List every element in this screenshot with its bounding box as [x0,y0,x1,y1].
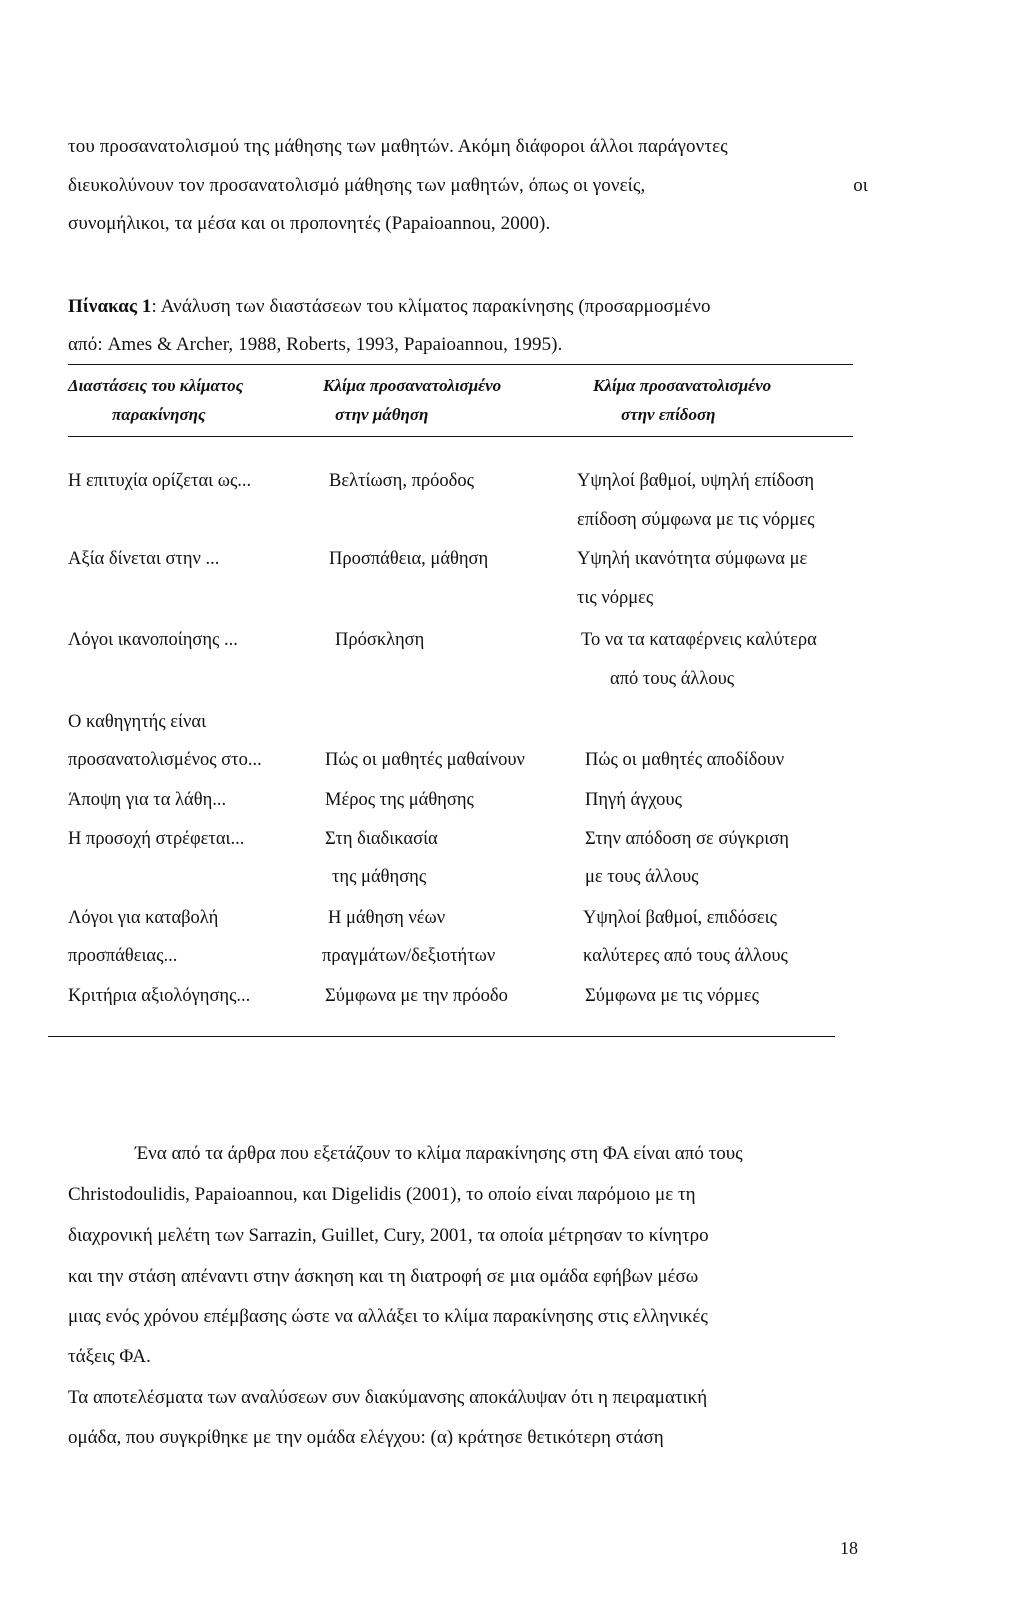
table-cell: Η προσοχή στρέφεται... [68,829,245,849]
table-cell: Υψηλοί βαθμοί, επιδόσεις [583,908,777,928]
table-cell: από τους άλλους [610,669,735,689]
table-caption-line-2 [68,334,562,356]
table-cell: Πώς οι μαθητές μαθαίνουν [325,750,525,770]
table-caption-text: από: Ames & Archer, 1988, Roberts, 1993, Papaioannou, 1995). [68,334,563,355]
body-line: διαχρονική μελέτη των Sarrazin, Guillet, Cury, 2001, τα οποία μέτρησαν το κίνητρο [68,1225,709,1246]
header-text: Κλίμα προσανατολισμένο [593,376,772,395]
header-dimensions-2 [112,404,206,425]
intro-line-1 [68,136,868,158]
table-cell: με τους άλλους [585,867,699,887]
header-text: στην μάθηση [335,405,429,424]
body-line: ομάδα, που συγκρίθηκε με την ομάδα ελέγχου: (α) κράτησε θετικότερη στάση [68,1427,664,1448]
table-cell: προσπάθειας... [68,946,178,966]
table-header-rule [68,436,853,437]
table-cell: πραγμάτων/δεξιοτήτων [322,946,496,966]
intro-text: συνομήλικοι, τα μέσα και οι προπονητές (Papaioannou, 2000). [68,213,551,234]
intro-text: του προσανατολισμού της μάθησης των μαθητών. Ακόμη διάφοροι άλλοι παράγοντες [68,136,728,157]
table-cell: επίδοση σύμφωνα με τις νόρμες [577,510,815,530]
page-number: 18 [840,1538,858,1558]
header-mastery [323,375,501,396]
table-cell: Λόγοι για καταβολή [68,908,219,928]
table-cell: Αξία δίνεται στην ... [68,549,220,569]
body-line: Τα αποτελέσματα των αναλύσεων συν διακύμανσης αποκάλυψαν ότι η πειραματική [68,1387,708,1408]
body-line: τάξεις ΦΑ. [68,1346,151,1367]
body-line: και την στάση απέναντι στην άσκηση και τη διατροφή σε μια ομάδα εφήβων μέσω [68,1266,699,1287]
table-cell: καλύτερες από τους άλλους [583,946,788,966]
table-caption-line-1 [68,296,711,318]
table-cell: Άποψη για τα λάθη... [68,790,227,810]
table-cell: Το να τα καταφέρνεις καλύτερα [581,630,817,650]
table-cell: Πώς οι μαθητές αποδίδουν [585,750,785,770]
header-text: Διαστάσεις του κλίματος [68,376,244,395]
table-cell: Υψηλοί βαθμοί, υψηλή επίδοση [577,471,815,491]
table-bottom-rule [48,1036,835,1037]
header-text: στην επίδοση [621,405,716,424]
table-cell: Πρόσκληση [335,630,425,650]
table-cell: Λόγοι ικανοποίησης ... [68,630,238,650]
table-cell: Σύμφωνα με την πρόοδο [325,986,508,1006]
header-text: παρακίνησης [112,405,206,424]
table-top-rule [68,364,853,365]
intro-line-2 [68,175,868,197]
intro-text: διευκολύνουν τον προσανατολισμό μάθησης των μαθητών, όπως οι γονείς, [68,175,646,196]
intro-text: οι [853,175,868,196]
intro-line-3 [68,213,550,235]
table-cell: Σύμφωνα με τις νόρμες [585,986,759,1006]
table-cell: Υψηλή ικανότητα σύμφωνα με [577,549,808,569]
table-cell: προσανατολισμένος στο... [68,750,262,770]
header-performance [593,375,771,396]
body-line: μιας ενός χρόνου επέμβασης ώστε να αλλάξει το κλίμα παρακίνησης στις ελληνικές [68,1306,708,1327]
body-line: Ένα από τα άρθρα που εξετάζουν το κλίμα παρακίνησης στη ΦΑ είναι από τους [135,1143,743,1164]
body-line: Christodoulidis, Papaioannou, και Digelidis (2001), το οποίο είναι παρόμοιο με τη [68,1184,696,1205]
table-cell: Προσπάθεια, μάθηση [329,549,489,569]
table-cell: Κριτήρια αξιολόγησης... [68,986,251,1006]
header-dimensions [68,375,243,396]
table-cell: Μέρος της μάθησης [325,790,474,810]
header-mastery-2 [335,404,428,425]
table-cell: Πηγή άγχους [585,790,682,810]
table-cell: Βελτίωση, πρόοδος [329,471,474,491]
table-cell: Στην απόδοση σε σύγκριση [585,829,789,849]
table-cell: Η επιτυχία ορίζεται ως... [68,471,252,491]
header-performance-2 [621,404,716,425]
table-cell: Στη διαδικασία [325,829,438,849]
table-cell: Ο καθηγητής είναι [68,712,207,732]
table-cell: τις νόρμες [577,588,654,608]
header-text: Κλίμα προσανατολισμένο [323,376,502,395]
table-caption-text: : Ανάλυση των διαστάσεων του κλίματος παρακίνησης (προσαρμοσμένο [151,296,711,317]
table-cell: της μάθησης [332,867,427,887]
table-caption-label: Πίνακας 1 [68,296,152,317]
table-cell: Η μάθηση νέων [328,908,446,928]
